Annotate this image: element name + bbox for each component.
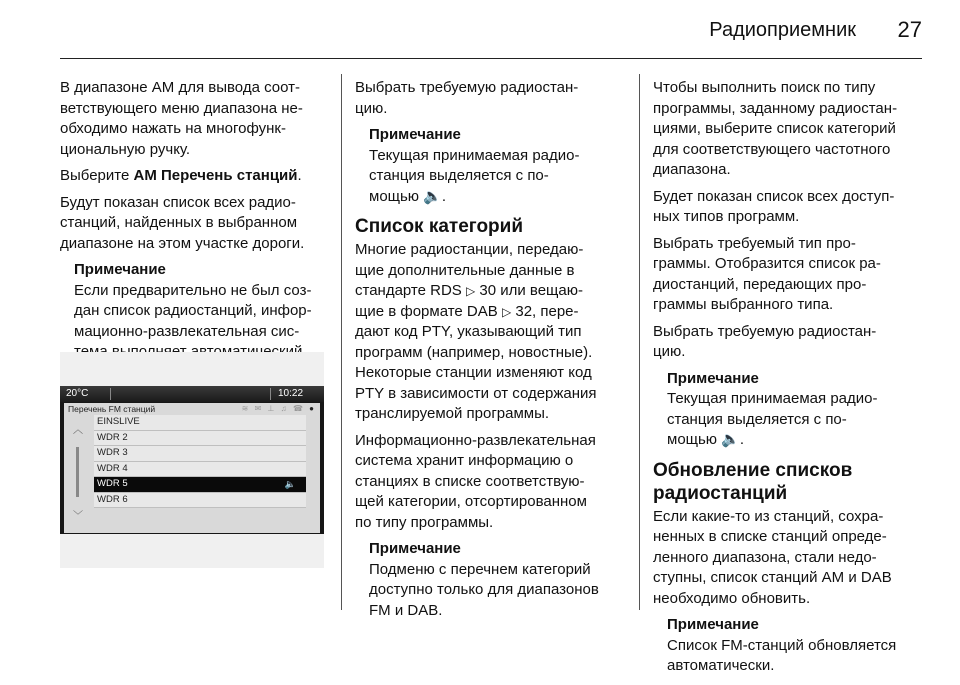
station-name: WDR 2 <box>97 431 128 443</box>
station-list-item[interactable] <box>94 477 306 493</box>
text-line: щие дополнительные данные в <box>355 261 575 279</box>
text-line: ленного диапазона, стали недо- <box>653 548 877 566</box>
text-line: Будут показан список всех радио- <box>60 193 296 211</box>
page-header <box>0 0 960 62</box>
text-line: цию. <box>653 343 686 360</box>
text-line: по типу программы. <box>355 513 494 531</box>
text-line: станция выделяется с по- <box>667 410 847 428</box>
page-title: Радиоприемник <box>709 19 856 41</box>
signal-icon: ≋ <box>241 404 251 413</box>
note-text-line: мощью 🔈. <box>369 187 447 205</box>
text-line: программ (например, новостные). <box>355 343 593 361</box>
text-line: Текущая принимаемая радио- <box>667 390 878 407</box>
page-number: 27 <box>897 17 922 42</box>
text-line: диапазоне на этом участке дороги. <box>60 234 305 252</box>
text-line: Чтобы выполнить поиск по типу <box>653 79 876 96</box>
note-text <box>369 146 623 187</box>
column-1 <box>60 78 326 391</box>
paragraph <box>653 322 925 363</box>
pty-icon: ⊥ <box>267 404 277 413</box>
column-divider <box>639 74 640 610</box>
text-line: станция выделяется с по- <box>369 167 549 184</box>
paragraph <box>60 166 326 187</box>
station-list-panel <box>64 403 320 533</box>
text-line: граммы выбранного типа. <box>653 296 834 313</box>
station-name: WDR 3 <box>97 447 128 458</box>
text-line: Некоторые станции изменяют код <box>355 364 592 381</box>
text-line: Будет показан список всех доступ- <box>653 187 895 205</box>
station-list-item[interactable] <box>94 493 306 509</box>
text-line: автоматически. <box>667 657 775 674</box>
text-line: Выбрать требуемый тип про- <box>653 234 856 252</box>
station-list-item[interactable] <box>94 462 306 478</box>
mail-icon: ✉ <box>254 404 264 413</box>
text-line: диостанций, передающих про- <box>653 275 867 293</box>
scrollbar[interactable] <box>70 421 86 521</box>
status-bar <box>60 386 324 402</box>
header-divider <box>60 58 922 59</box>
station-list <box>94 415 306 508</box>
menu-reference: AM Перечень станций <box>133 167 298 184</box>
text-line: стандарте RDS ▷ 30 или вещаю- <box>355 282 583 299</box>
text-line: доступно только для диапазонов <box>369 581 599 598</box>
text-line: Список FM-станций обновляется <box>667 636 897 654</box>
station-list-title: Перечень FM станций <box>68 404 156 414</box>
text-line: Если предварительно не был соз- <box>74 281 312 299</box>
text-line: ступны, список станций AM и DAB <box>653 569 892 586</box>
text-line: Многие радиостанции, передаю- <box>355 241 584 258</box>
text-line: щей категории, отсортированном <box>355 493 587 510</box>
text-line: мационно-развлекательная сис- <box>74 322 300 340</box>
text-line: Выбрать требуемую радиостан- <box>653 322 877 340</box>
station-name: EINSLIVE <box>97 416 140 427</box>
note <box>369 125 623 207</box>
paragraph <box>653 234 925 316</box>
paragraph <box>355 431 623 534</box>
note-title: Примечание <box>667 369 759 387</box>
note-title: Примечание <box>369 126 461 143</box>
station-list-item[interactable] <box>94 415 306 431</box>
note <box>667 369 925 451</box>
text-line: ненных в списке станций опреде- <box>653 528 887 545</box>
ta-icon: ♫ <box>280 404 289 413</box>
page-reference-icon: ▷ <box>465 284 476 298</box>
speaker-icon: 🔈 <box>721 431 740 448</box>
paragraph <box>355 78 623 119</box>
text-line: Выбрать требуемую радиостан- <box>355 79 579 96</box>
text-line: щие в формате DAB ▷ 32, пере- <box>355 302 579 320</box>
text-line: транслируемой программы. <box>355 405 550 422</box>
text-line: система хранит информацию о <box>355 452 574 469</box>
note <box>667 615 925 677</box>
chevron-up-icon[interactable]: ︿ <box>73 425 83 436</box>
note-text <box>369 560 623 622</box>
speaker-icon: 🔈 <box>284 479 296 489</box>
station-name: WDR 5 <box>97 478 128 489</box>
note-text-line: мощью 🔈. <box>667 431 745 448</box>
text-line: дан список радиостанций, инфор- <box>74 302 312 319</box>
text-line: диапазона. <box>653 161 731 178</box>
chevron-down-icon[interactable]: ﹀ <box>73 511 83 522</box>
text-line: ных типов программ. <box>653 208 800 225</box>
text-line: обходимо нажать на многофунк- <box>60 120 286 137</box>
paragraph <box>653 187 925 228</box>
info-icon: ● <box>309 404 316 413</box>
text-line: станциях в списке соответствую- <box>355 472 585 490</box>
text-line: программы, заданному радиостан- <box>653 99 898 117</box>
section-heading <box>653 459 925 505</box>
status-icons <box>242 404 316 413</box>
text-line: Текущая принимаемая радио- <box>369 146 580 164</box>
note-text <box>667 389 925 430</box>
station-name: WDR 4 <box>97 462 128 474</box>
station-list-item[interactable] <box>94 446 306 462</box>
note-title: Примечание <box>369 540 461 557</box>
scroll-track[interactable] <box>76 447 79 497</box>
text: Выберите <box>60 167 134 184</box>
text-line: необходимо обновить. <box>653 589 811 607</box>
text-line: ветствующего меню диапазона не- <box>60 99 303 117</box>
text-line: станций, найденных в выбранном <box>60 214 298 231</box>
paragraph <box>60 193 326 255</box>
section-heading-line: Обновление списков <box>653 459 853 481</box>
note-title: Примечание <box>667 616 759 633</box>
paragraph <box>653 78 925 181</box>
section-heading-line: радиостанций <box>653 482 788 504</box>
screen-illustration <box>60 352 324 568</box>
text-line: дают код PTY, указывающий тип <box>355 323 582 340</box>
column-3 <box>653 78 925 685</box>
infotainment-screen <box>60 386 324 534</box>
phone-icon: ☎ <box>292 404 305 413</box>
page-reference-icon: ▷ <box>501 304 512 319</box>
text-line: PTY в зависимости от содержания <box>355 384 597 402</box>
status-separator <box>270 388 271 400</box>
temperature: 20°C <box>66 388 89 399</box>
status-separator <box>110 388 111 400</box>
paragraph <box>653 507 925 610</box>
text-line: Подменю с перечнем категорий <box>369 560 591 578</box>
speaker-icon: 🔈 <box>423 187 442 205</box>
text-line: Если какие-то из станций, сохра- <box>653 507 884 525</box>
text-line: циями, выберите список категорий <box>653 120 896 137</box>
text-line: В диапазоне AM для вывода соот- <box>60 79 300 96</box>
text-line: FM и DAB. <box>369 601 443 619</box>
paragraph <box>355 240 623 425</box>
section-heading: Список категорий <box>355 216 524 237</box>
note <box>369 539 623 621</box>
text: . <box>297 167 302 184</box>
station-name: WDR 6 <box>97 493 128 505</box>
column-divider <box>341 74 342 610</box>
text-line: Информационно-развлекательная <box>355 431 596 449</box>
text-line: цию. <box>355 99 388 117</box>
paragraph <box>60 78 326 160</box>
text-line: граммы. Отобразится список ра- <box>653 255 881 272</box>
text-line: циональную ручку. <box>60 140 191 158</box>
note-title: Примечание <box>74 261 166 278</box>
text-line: для соответствующего частотного <box>653 140 891 158</box>
column-2 <box>355 78 623 629</box>
station-list-item[interactable] <box>94 431 306 447</box>
clock: 10:22 <box>278 388 304 399</box>
